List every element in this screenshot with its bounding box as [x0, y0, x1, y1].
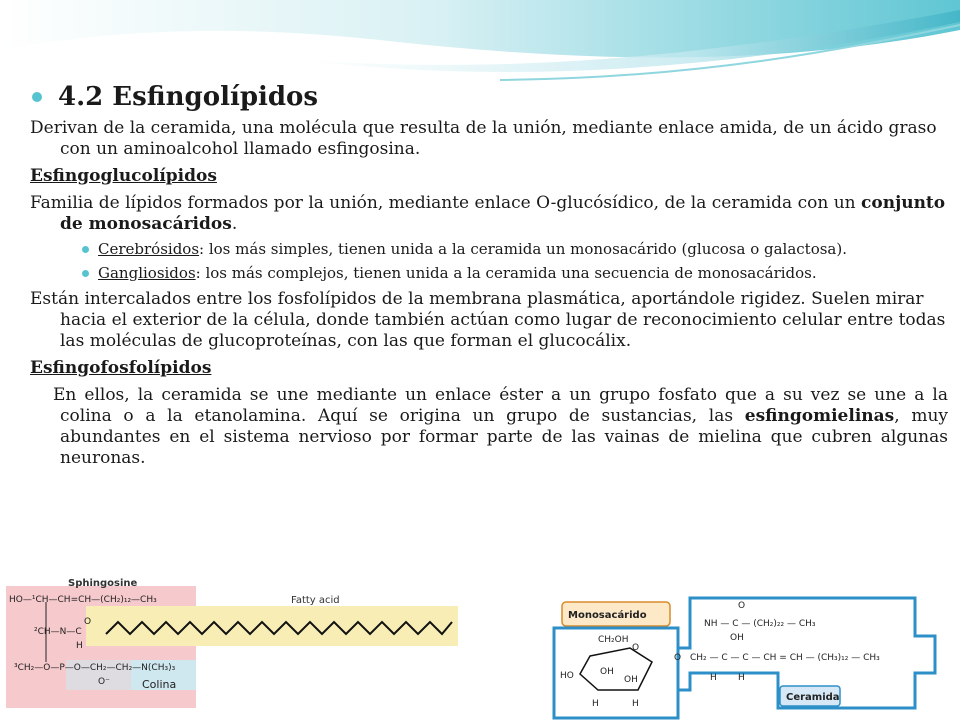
gangliosidos-text: : los más complejos, tienen unida a la ceramida una secuencia de monosacáridos. [195, 264, 817, 282]
oh-label-1: OH [600, 667, 614, 677]
term-gangliosidos: Gangliosidos [98, 264, 196, 282]
sphingomyelin-structure-figure [6, 578, 458, 720]
list-item-gangliosidos [98, 264, 948, 283]
fosfolipidos-bold-text: esfingomielinas [744, 406, 895, 426]
oh-label-2: OH [624, 675, 638, 685]
glycosidic-oxygen-label: O [674, 653, 682, 663]
membrane-paragraph: Están intercalados entre los fosfolípidos de la membrana plasmática, aportándole rigidez. Suelen mirar hacia el exterior de la célula, donde también actúan como lugar de reconocimiento celular entre todas las moléculas de glucoproteínas, con las que forman el glucocálix. [30, 289, 946, 351]
sphingosine-chain-formula: CH₂ — C — C — CH = CH — (CH₃)₁₂ — CH₃ [690, 653, 880, 663]
h-label-4: H [738, 673, 745, 683]
section-title: 4.2 Esfingolípidos [58, 82, 319, 112]
glucolipidos-text: Familia de lípidos formados por la unión, mediante enlace O-glucósídico, de la ceramida con un [30, 193, 862, 213]
term-cerebrosidos: Cerebrósidos [98, 240, 200, 258]
ho-label: HO [560, 671, 574, 681]
slide-content [30, 82, 948, 469]
fosfolipidos-text: En ellos, la ceramida se une mediante un enlace éster a un grupo fosfato que a su vez se une a la colina o a la etanolamina. Aquí se origina un grupo de sustancias, las [53, 385, 948, 426]
title-row [32, 82, 948, 112]
sphingosine-label: Sphingosine [68, 578, 138, 589]
fosfolipidos-paragraph [30, 385, 948, 469]
intro-paragraph: Derivan de la ceramida, una molécula que resulta de la unión, mediante enlace amida, de un ácido graso con un aminoalcohol llamado esfingosina. [30, 118, 937, 159]
bullet-icon [82, 246, 89, 253]
fosfolipidos-text-end: , muy abundantes en el sistema nervioso por formar parte de las vainas de mielina que cubren algunas neuronas. [60, 406, 949, 468]
ceramide-oh-label: OH [730, 633, 744, 643]
oxygen-label: O [84, 617, 92, 627]
ring-oxygen-label: O [632, 643, 640, 653]
glycolipid-structure-figure [540, 578, 960, 720]
h-label-2: H [632, 699, 639, 709]
bullet-icon [32, 92, 42, 102]
fatty-chain-formula: NH — C — (CH₂)₂₂ — CH₃ [704, 619, 816, 629]
header-wave-decoration [0, 0, 960, 90]
glucolipidos-bold-text: conjunto de monosacáridos [60, 193, 946, 234]
phosphate-o-minus: O⁻ [98, 677, 110, 687]
monosacarido-label: Monosacárido [568, 610, 647, 621]
ceramida-label: Ceramida [786, 692, 840, 703]
hydrogen-label: H [76, 641, 83, 651]
glucolipidos-paragraph [30, 193, 948, 235]
fosfolipidos-heading: Esfingofosfolípidos [30, 358, 212, 378]
list-item-cerebrosidos [98, 240, 948, 259]
carbonyl-oxygen-label: O [738, 601, 746, 611]
cerebrosidos-text: : los más simples, tienen unida a la ceramida un monosacárido (glucosa o galactosa). [199, 240, 847, 258]
ch2oh-label: CH₂OH [598, 635, 629, 645]
bullet-icon [82, 270, 89, 277]
phosphocholine-formula: ³CH₂—O—P—O—CH₂—CH₂—N(CH₃)₃ [14, 663, 176, 673]
colina-label: Colina [142, 678, 177, 691]
fatty-acid-label: Fatty acid [291, 595, 340, 606]
sphingosine-formula: HO—¹CH—CH=CH—(CH₂)₁₂—CH₃ [9, 595, 157, 605]
glucolipidos-heading: Esfingoglucolípidos [30, 166, 217, 186]
h-label-1: H [592, 699, 599, 709]
amide-formula: ²CH—N—C [34, 627, 82, 637]
h-label-3: H [710, 673, 717, 683]
glucolipidos-text-end: . [231, 214, 238, 234]
